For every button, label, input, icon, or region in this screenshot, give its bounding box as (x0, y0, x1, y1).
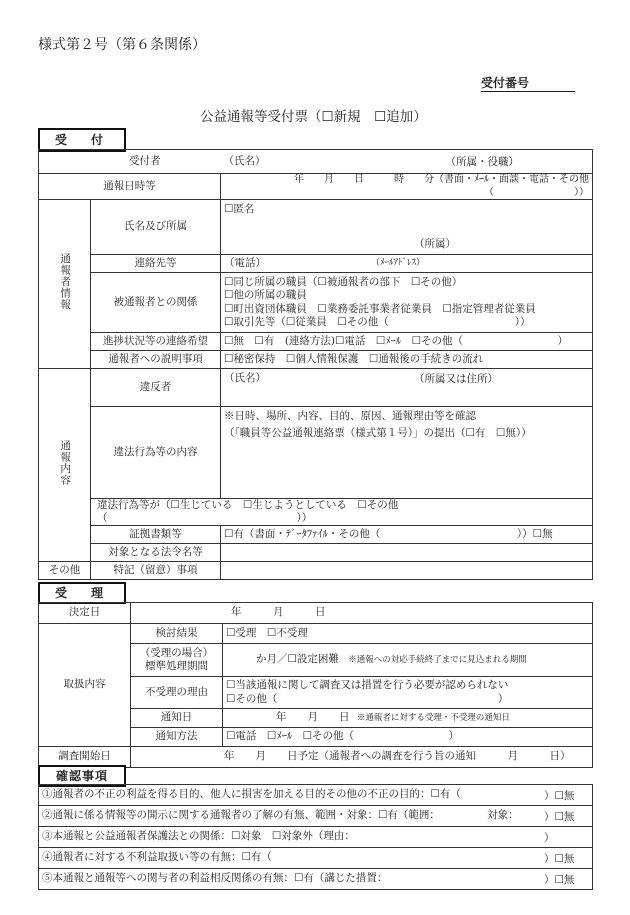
affiliation-text: （所属） (414, 238, 456, 250)
section-confirmation-label: 確認事項 (38, 765, 126, 787)
reception-table (38, 149, 593, 580)
confirmation-table (38, 784, 593, 890)
reporter-group-label: 通報者情報 (39, 200, 91, 369)
result-label: 検討結果 (131, 624, 223, 644)
reject-reason-label: 不受理の理由 (131, 677, 223, 709)
form-title: 公益通報等受付票（☐新規 ☐追加） (200, 109, 427, 125)
confirm-item-1[interactable]: ①通報者の不正の利益を得る目的、他人に損害を加える目的その他の不正の目的：☐有（ ）☐無 (39, 785, 593, 806)
period-field[interactable]: か月／☐設定困難 ※通報への対応手続終了までに見込まれる期間 (223, 644, 593, 677)
act-content-field[interactable]: ※日時、場所、内容、目的、原因、通報理由等を確認 （「職員等公益通報連絡票（様式第１号）」の提出（☐有 ☐無）） (221, 407, 593, 499)
relation-field[interactable]: ☐同じ所属の職員（☐被通報者の部下 ☐その他） ☐他の所属の職員 ☐町出資団体職員 ☐業務委託事業者従業員 ☐指定管理者従業員 ☐取引先等（☐従業員 ☐その他（ ）） (221, 273, 593, 333)
period-label: （受理の場合） 標準処理期間 (131, 644, 223, 677)
violator-field[interactable] (221, 369, 593, 407)
name-affiliation-label: 氏名及び所属 (91, 200, 221, 255)
contact-field[interactable] (221, 255, 593, 273)
evidence-field[interactable]: ☐有（書面・ﾃﾞｰﾀﾌｧｲﾙ・その他（ ））☐無 (221, 526, 593, 544)
notice-method-label: 通知方法 (131, 728, 223, 747)
content-group-label: 通報内容 (39, 369, 91, 562)
datetime-label: 通報日時等 (39, 174, 221, 200)
other-label: その他 (39, 562, 91, 580)
explain-label: 通報者への説明事項 (91, 351, 221, 369)
name-affiliation-field[interactable] (221, 200, 593, 255)
receiver-dept: （所属・役職） (445, 156, 519, 168)
notice-method-field[interactable]: ☐電話 ☐ﾒｰﾙ ☐その他（ ） (223, 728, 593, 747)
progress-contact-field[interactable]: ☐無 ☐有 (連絡方法)☐電話 ☐ﾒｰﾙ ☐その他（ ） (221, 333, 593, 351)
notes-field[interactable] (221, 562, 593, 580)
reject-reason-field[interactable]: ☐当該通報に関して調査又は措置を行う必要が認められない ☐その他（ ） (223, 677, 593, 709)
decision-date-field[interactable]: 年 月 日 (131, 603, 593, 624)
confirm-item-4[interactable]: ④通報者に対する不利益取扱い等の有無：☐有（ ）☐無 (39, 848, 593, 869)
result-field[interactable]: ☐受理 ☐不受理 (223, 624, 593, 644)
act-content-label: 違法行為等の内容 (91, 407, 221, 499)
violator-address: （所属又は住所） (414, 373, 498, 385)
violator-name: （氏名） (224, 372, 266, 384)
confirm-item-5[interactable]: ⑤本通報と通報等への関与者の利益相反関係の有無：☐有（講じた措置： ）☐無 (39, 869, 593, 890)
contact-label: 連絡先等 (91, 255, 221, 273)
receipt-number-field[interactable] (481, 91, 575, 92)
notice-date-field[interactable]: 年 月 日 ※通報者に対する受理・不受理の通知日 (223, 709, 593, 728)
notes-label: 特記（留意）事項 (91, 562, 221, 580)
confirm-item-2[interactable]: ②通報に係る情報等の開示に関する通報者の了解の有無、範囲・対象：☐有（範囲： 対象： ）☐無 (39, 806, 593, 827)
relation-label: 被通報者との関係 (91, 273, 221, 333)
period-note: ※通報への対応手続終了までに見込まれる期間 (348, 655, 527, 666)
evidence-label: 証拠書類等 (91, 526, 221, 544)
progress-contact-label: 進捗状況等の連絡希望 (91, 333, 221, 351)
section-reception-label: 受 付 (38, 128, 126, 152)
receipt-number-label: 受付番号 (481, 76, 530, 90)
receiver-label: 受付者 (39, 150, 221, 174)
act-status-field[interactable]: 違法行為等が（☐生じている ☐生じようとしている ☐その他（ ）） (91, 499, 593, 526)
violator-label: 違反者 (91, 369, 221, 407)
receiver-field[interactable] (221, 150, 593, 174)
email-text: （ﾒｰﾙｱﾄﾞﾚｽ） (371, 258, 426, 268)
section-processing-label: 受 理 (38, 582, 126, 604)
handling-label: 取扱内容 (39, 624, 131, 747)
decision-date-label: 決定日 (39, 603, 131, 624)
notice-date-note: ※通報者に対する受理・不受理の通知日 (356, 713, 510, 724)
law-label: 対象となる法令名等 (91, 544, 221, 562)
datetime-field[interactable]: 年 月 日 時 分（書面・ﾒｰﾙ・面談・電話・その他（ ）） (221, 174, 593, 200)
phone-text: （電話） (224, 256, 266, 269)
anonymous-checkbox[interactable]: ☐匿名 (224, 203, 255, 215)
notice-date-label: 通知日 (131, 709, 223, 728)
processing-table (38, 602, 593, 768)
investigation-field[interactable]: 年 月 日予定（通報者への調査を行う旨の通知 月 日） (131, 747, 593, 768)
form-number: 様式第２号（第６条関係） (38, 37, 206, 53)
investigation-label: 調査開始日 (39, 747, 131, 768)
law-field[interactable] (221, 544, 593, 562)
confirm-item-3[interactable]: ③本通報と公益通報者保護法との関係：☐対象 ☐対象外（理由： ） (39, 827, 593, 848)
explain-field[interactable]: ☐秘密保持 ☐個人情報保護 ☐通報後の手続きの流れ (221, 351, 593, 369)
receiver-name: （氏名） (223, 154, 266, 167)
